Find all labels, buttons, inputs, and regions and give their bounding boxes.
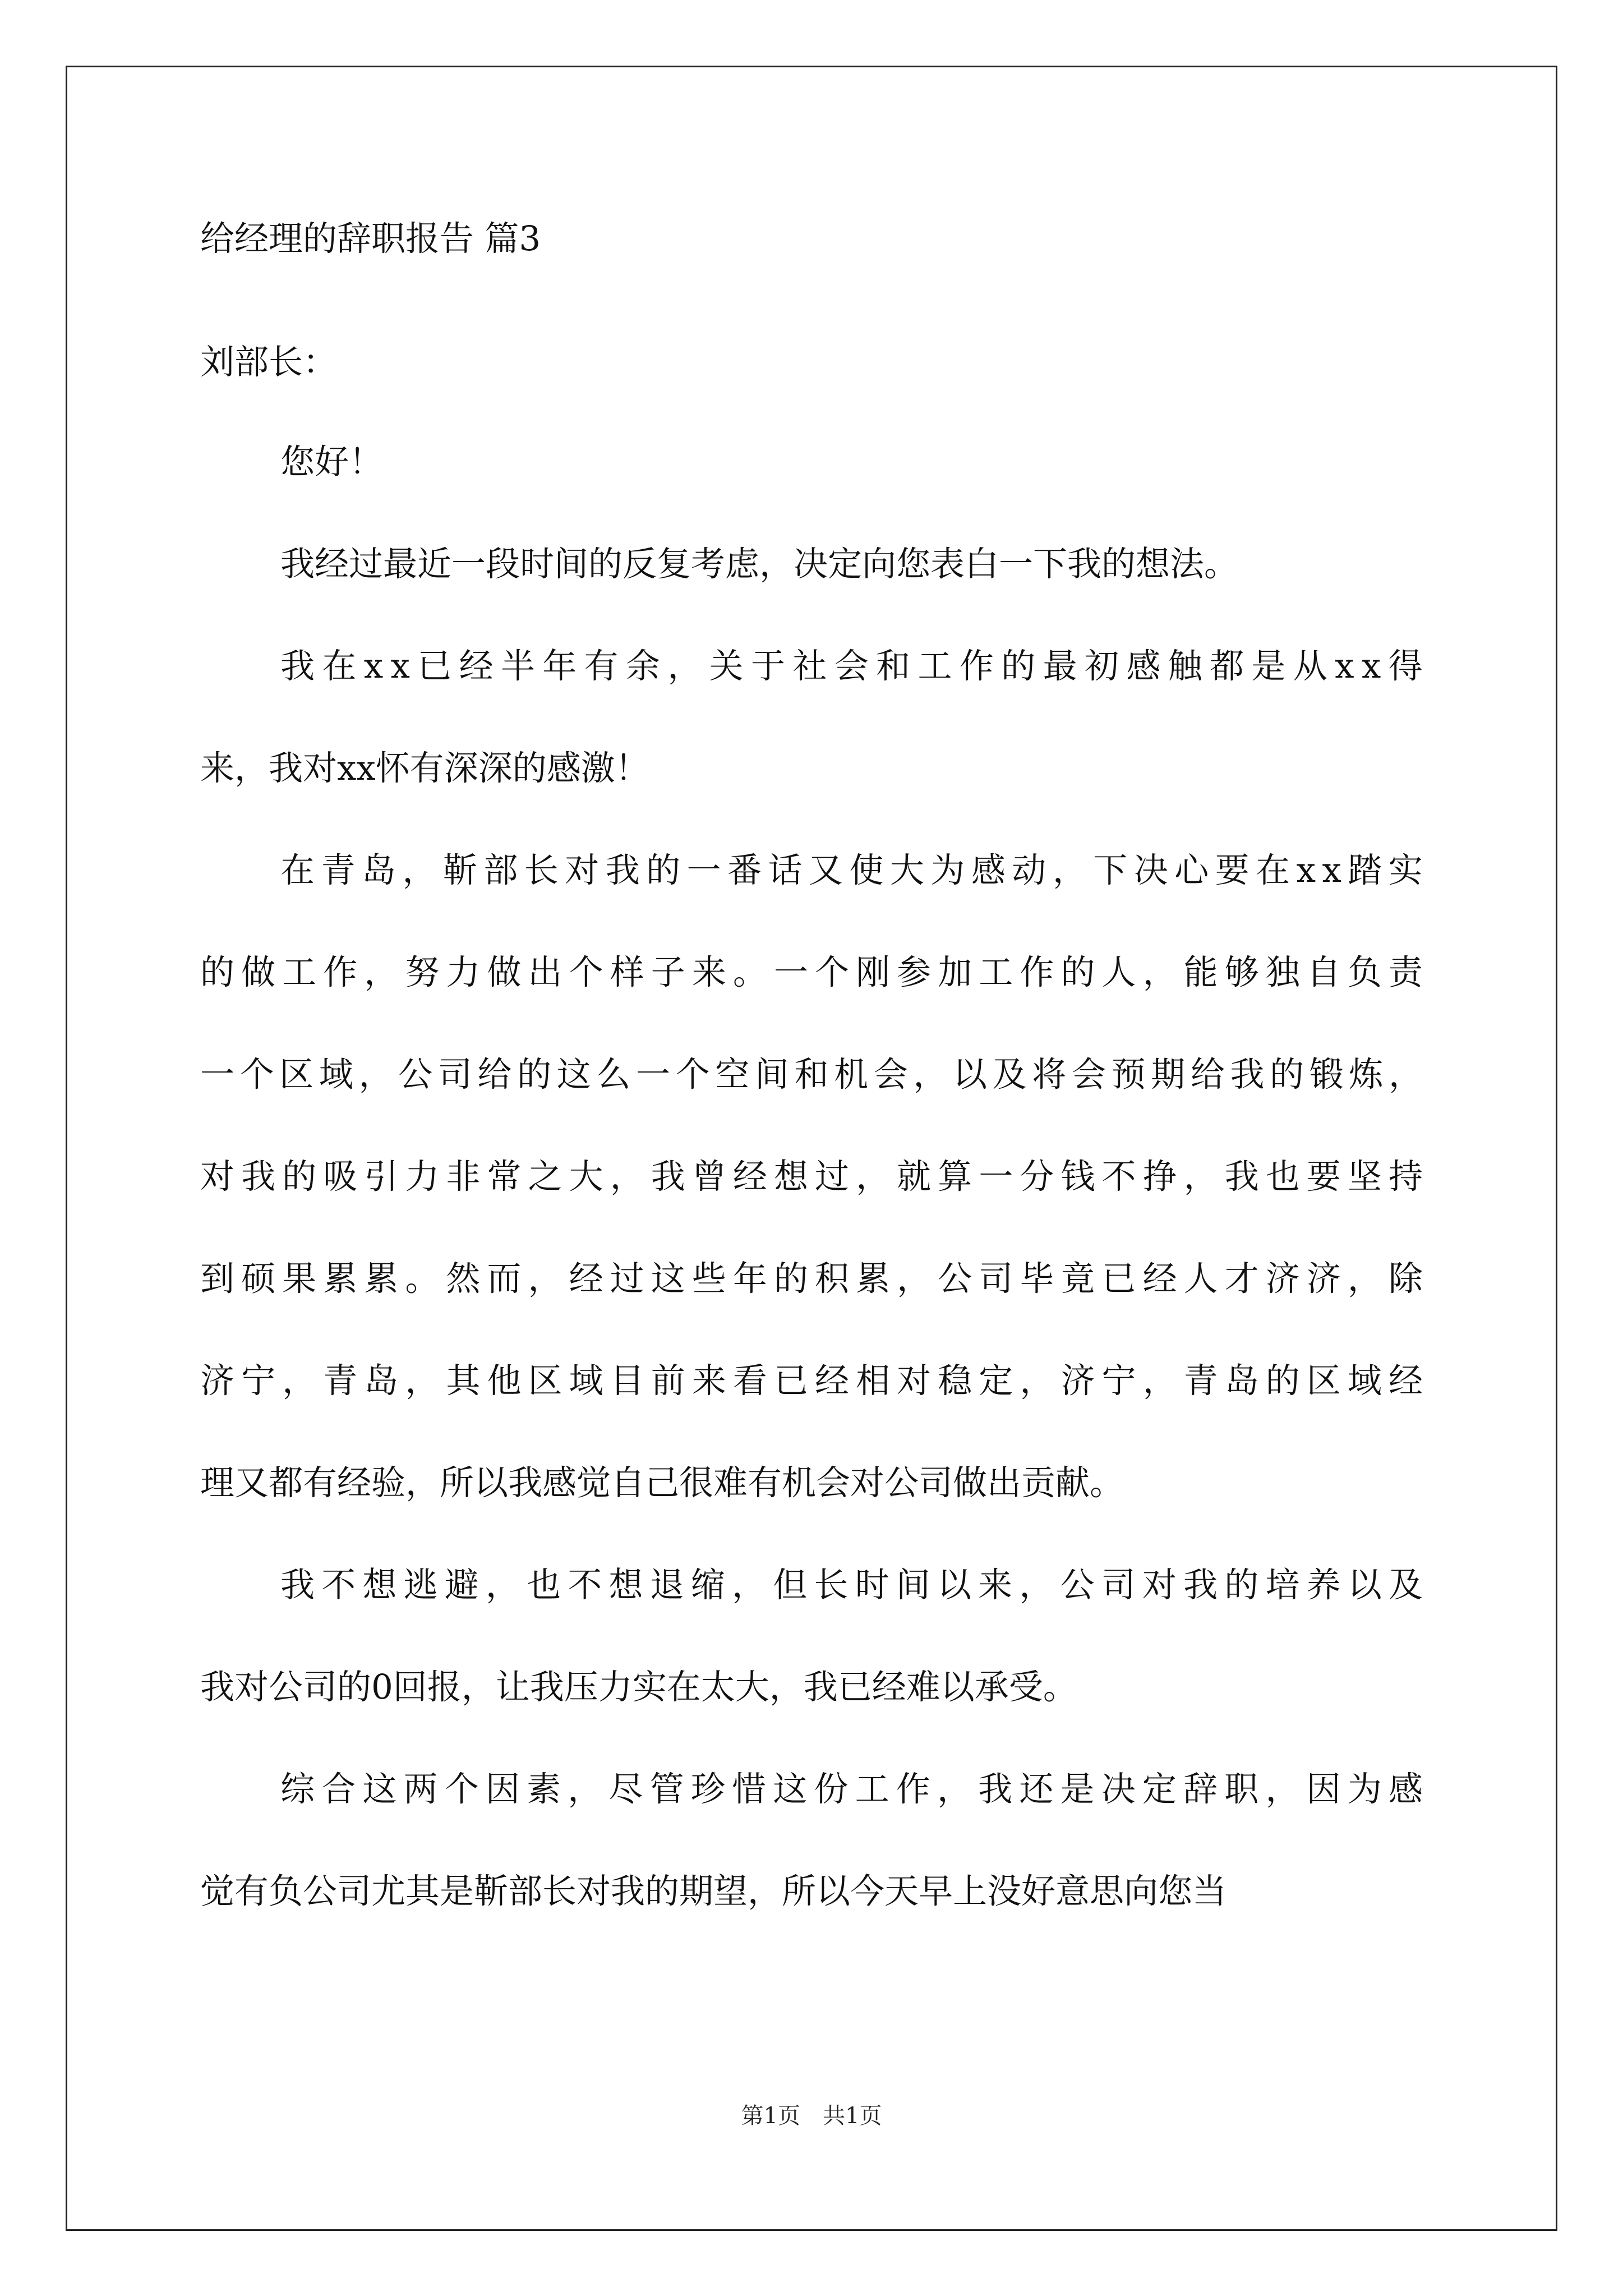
paragraph-2-line-2: 来，我对xx怀有深深的感激！ [200, 748, 649, 788]
document-body [200, 219, 1430, 1911]
paragraph-2-line-1: 我在xx已经半年有余，关于社会和工作的最初感触都是从xx得 [280, 646, 1430, 686]
greeting: 您好！ [280, 442, 384, 482]
paragraph-4-line-1: 我不想逃避，也不想退缩，但长时间以来，公司对我的培养以及 [280, 1565, 1430, 1605]
paragraph-5-line-1: 综合这两个因素，尽管珍惜这份工作，我还是决定辞职，因为感 [280, 1769, 1430, 1809]
paragraph-3-line-6: 济宁，青岛，其他区域目前来看已经相对稳定，济宁，青岛的区域经 [200, 1361, 1430, 1401]
paragraph-3-line-1: 在青岛，靳部长对我的一番话又使大为感动，下决心要在xx踏实 [280, 850, 1430, 890]
paragraph-3-line-7: 理又都有经验，所以我感觉自己很难有机会对公司做出贡献。 [200, 1463, 1124, 1503]
paragraph-3-line-4: 对我的吸引力非常之大，我曾经想过，就算一分钱不挣，我也要坚持 [200, 1157, 1430, 1197]
paragraph-1-line-1: 我经过最近一段时间的反复考虑，决定向您表白一下我的想法。 [280, 544, 1239, 584]
page-footer: 第1页 共1页 [741, 2103, 882, 2129]
salutation: 刘部长： [200, 342, 338, 382]
paragraph-5-line-2: 觉有负公司尤其是靳部长对我的期望，所以今天早上没好意思向您当 [200, 1871, 1227, 1911]
paragraph-3-line-3: 一个区域，公司给的这么一个空间和机会，以及将会预期给我的锻炼， [200, 1055, 1428, 1094]
paragraph-4-line-2: 我对公司的0回报，让我压力实在太大，我已经难以承受。 [200, 1667, 1077, 1707]
document-title: 给经理的辞职报告 篇3 [200, 219, 541, 259]
paragraph-3-line-5: 到硕果累累。然而，经过这些年的积累，公司毕竟已经人才济济，除 [200, 1259, 1430, 1299]
paragraph-3-line-2: 的做工作，努力做出个样子来。一个刚参加工作的人，能够独自负责 [200, 953, 1430, 992]
